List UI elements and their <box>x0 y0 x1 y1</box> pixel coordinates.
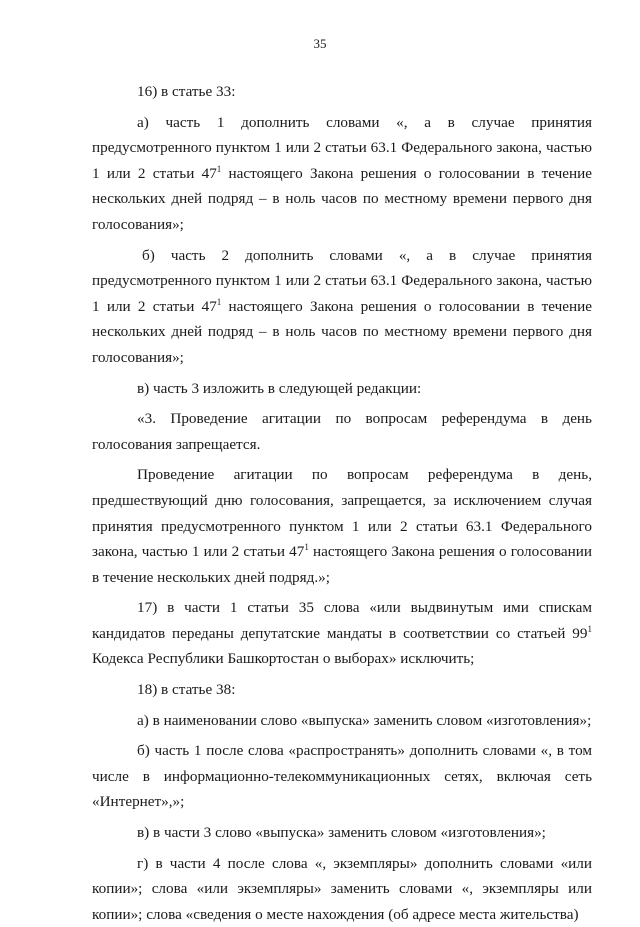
paragraph-quote-part-3: «3. Проведение агитации по вопросам референдума в день голосования запрещается. <box>92 410 592 453</box>
paragraph-quote-continued: Проведение агитации по вопросам референдума в день, предшествующий дню голосования, запрещается, за исключением случая принятия предусмотренного пунктом 1 или 2 статьи 63.1 Федерального закона, частью 1 или 2 статьи $47^1$ настоящего Закона решения о голосовании в течение нескольких дней подряд.»; <box>92 466 592 586</box>
paragraph-38-part-v: в) в части 3 слово «выпуска» заменить словом «изготовления»; <box>137 824 546 842</box>
paragraph-33-part-b: б) часть 2 дополнить словами «, а в случае принятия предусмотренного пунктом 1 или 2 статьи 63.1 Федерального закона, частью 1 или 2 статьи $47^1$ настоящего Закона решения о голосовании в течение нескольких дней подряд – в ноль часов по местному времени первого дня голосования»; <box>92 246 593 366</box>
paragraph-38-part-a: а) в наименовании слово «выпуска» заменить словом «изготовления»; <box>137 711 592 729</box>
paragraph-article-35: 17) в части 1 статьи 35 слова «или выдвинутым ими спискам кандидатов переданы депутатские мандаты в соответствии со статьей $99^1$ Кодекса Республики Башкортостан о выборах» исключить; <box>92 599 592 668</box>
paragraph-article-38-heading: 18) в статье 38: <box>137 681 236 699</box>
paragraph-38-part-g: г) в части 4 после слова «, экземпляры» дополнить словами «или копии»; слова «или экземпляры» заменить словами «, экземпляры или копии»; слова «сведения о месте нахождения (об адресе места жительства) <box>92 854 592 923</box>
paragraph-article-33-heading: 16) в статье 33: <box>137 83 236 100</box>
page-number: 35 <box>313 36 327 51</box>
document-body <box>92 79 592 927</box>
paragraph-38-part-b: б) часть 1 после слова «распространять» дополнить словами «, в том числе в информационно-телекоммуникационных сетях, включая сеть «Интернет»,»; <box>92 742 592 811</box>
paragraph-33-part-a: а) часть 1 дополнить словами «, а в случае принятия предусмотренного пунктом 1 или 2 статьи 63.1 Федерального закона, частью 1 или 2 статьи $47^1$ настоящего Закона решения о голосовании в течение нескольких дней подряд – в ноль часов по местному времени первого дня голосования»; <box>92 113 593 233</box>
paragraph-33-part-v: в) часть 3 изложить в следующей редакции: <box>137 379 422 397</box>
